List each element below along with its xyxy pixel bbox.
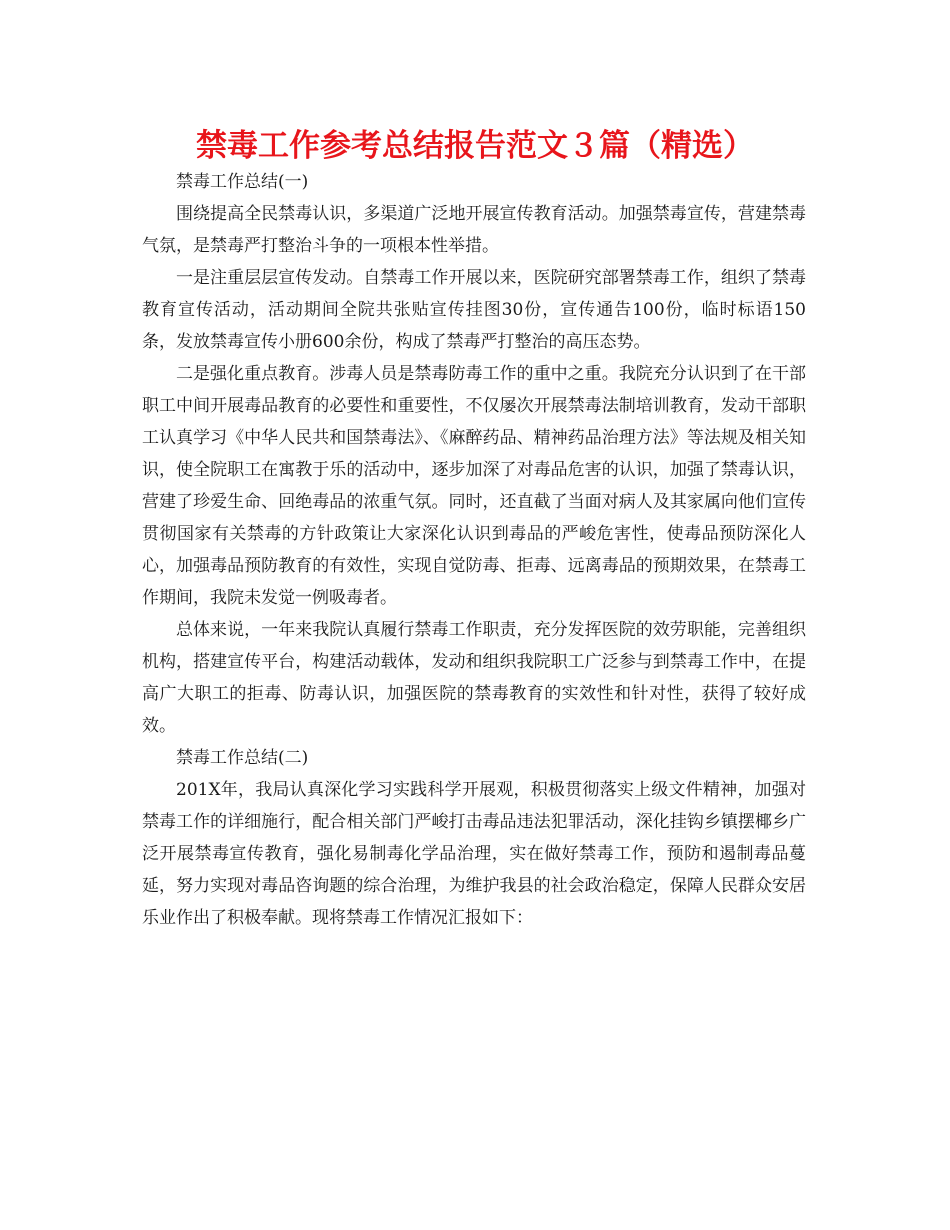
document-title: 禁毒工作参考总结报告范文３篇（精选） <box>196 128 754 164</box>
section-heading-1: 禁毒工作总结(一) <box>176 172 309 192</box>
section-heading-2: 禁毒工作总结(二) <box>176 748 309 768</box>
paragraph-intro: 围绕提高全民禁毒认识，多渠道广泛地开展宣传教育活动。加强禁毒宣传，营建禁毒气氛，是禁毒严打整治斗争的一项根本性举措。 <box>142 204 806 256</box>
paragraph-point-1: 一是注重层层宣传发动。自禁毒工作开展以来，医院研究部署禁毒工作，组织了禁毒教育宣传活动，活动期间全院共张贴宣传挂图30份，宣传通告100份，临时标语150条，发放禁毒宣传小册600余份，构成了禁毒严打整治的高压态势。 <box>142 268 806 352</box>
paragraph-summary: 总体来说，一年来我院认真履行禁毒工作职责，充分发挥医院的效劳职能，完善组织机构，搭建宣传平台，构建活动载体，发动和组织我院职工广泛参与到禁毒工作中，在提高广大职工的拒毒、防毒认识，加强医院的禁毒教育的实效性和针对性，获得了较好成效。 <box>142 620 806 736</box>
paragraph-point-2: 二是强化重点教育。涉毒人员是禁毒防毒工作的重中之重。我院充分认识到了在干部职工中间开展毒品教育的必要性和重要性，不仅屡次开展禁毒法制培训教育，发动干部职工认真学习《中华人民共和国禁毒法》、《麻醉药品、精神药品治理方法》等法规及相关知识，使全院职工在寓教于乐的活动中，逐步加深了对毒品危害的认识，加强了禁毒认识，营建了珍爱生命、回绝毒品的浓重气氛。同时，还直截了当面对病人及其家属向他们宣传贯彻国家有关禁毒的方针政策让大家深化认识到毒品的严峻危害性，使毒品预防深化人心，加强毒品预防教育的有效性，实现自觉防毒、拒毒、远离毒品的预期效果，在禁毒工作期间，我院未发觉一例吸毒者。 <box>142 364 806 608</box>
document-body <box>142 166 806 934</box>
paragraph-section-2-intro: 201X年，我局认真深化学习实践科学开展观，积极贯彻落实上级文件精神，加强对禁毒工作的详细施行，配合相关部门严峻打击毒品违法犯罪活动，深化挂钩乡镇摆椰乡广泛开展禁毒宣传教育，强化易制毒化学品治理，实在做好禁毒工作，预防和遏制毒品蔓延，努力实现对毒品咨询题的综合治理，为维护我县的社会政治稳定，保障人民群众安居乐业作出了积极奉献。现将禁毒工作情况汇报如下： <box>142 780 806 928</box>
